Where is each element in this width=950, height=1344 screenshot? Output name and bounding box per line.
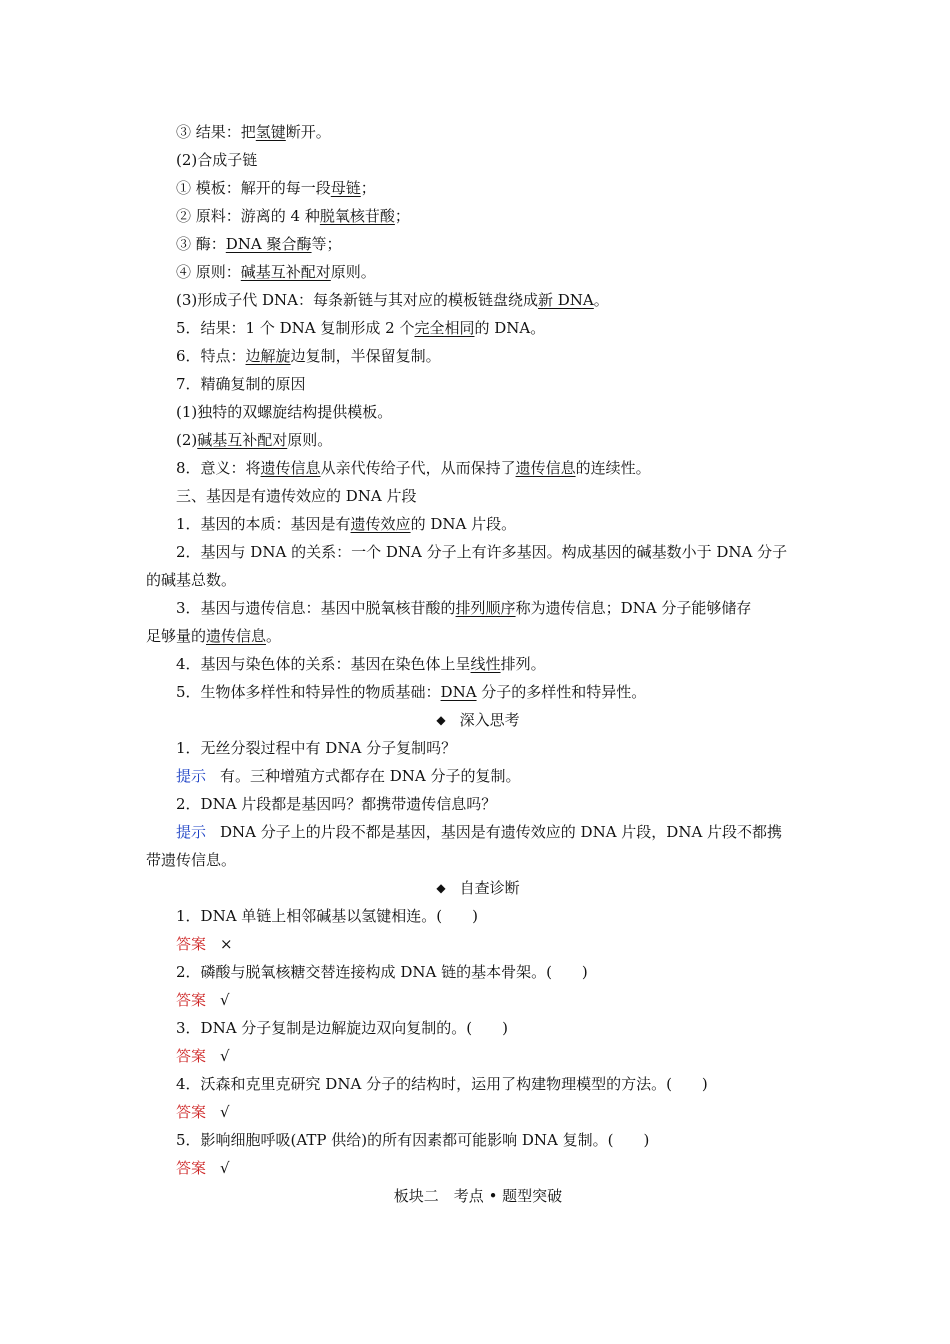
text-line: [176, 906, 810, 926]
underlined-key-term: 遗传效应: [350, 515, 411, 533]
text-span: √: [220, 1103, 230, 1121]
text-span: 称为遗传信息；DNA 分子能够储存: [515, 599, 752, 617]
text-span: 3．DNA 分子复制是边解旋边双向复制的。( ): [176, 1019, 509, 1037]
text-line: [176, 178, 810, 198]
text-span: 原则。: [330, 263, 376, 281]
text-span: 的 DNA。: [474, 319, 546, 337]
text-span: ；: [394, 207, 410, 225]
text-span: ③ 结果：把: [176, 123, 256, 141]
text-span: √: [220, 991, 230, 1009]
underlined-key-term: 线性: [470, 655, 501, 673]
underlined-key-term: DNA: [440, 683, 477, 701]
text-line: [176, 206, 810, 226]
underlined-key-term: 完全相同: [414, 319, 475, 337]
text-line: [176, 122, 810, 142]
text-span: (1)独特的双螺旋结构提供模板。: [176, 403, 393, 421]
underlined-key-term: DNA 聚合酶: [225, 235, 312, 253]
underlined-key-term: 碱基互补配对: [240, 263, 331, 281]
text-span: 6．特点：: [176, 347, 246, 365]
text-span: 8．意义：将: [176, 459, 261, 477]
text-span: 5．影响细胞呼吸(ATP 供给)的所有因素都可能影响 DNA 复制。( ): [176, 1131, 650, 1149]
text-span: 的 DNA 片段。: [410, 515, 517, 533]
text-span: 5．结果：1 个 DNA 复制形成 2 个: [176, 319, 415, 337]
section-heading: [146, 878, 810, 898]
text-line: [176, 1074, 810, 1094]
text-span: ① 模板：解开的每一段: [176, 179, 331, 197]
text-span: 等；: [311, 235, 342, 253]
text-line: [146, 570, 810, 590]
underlined-key-term: 脱氧核苷酸: [319, 207, 395, 225]
underlined-key-term: 碱基互补配对: [197, 431, 288, 449]
text-line: [176, 290, 810, 310]
heading-text: 自查诊断: [459, 879, 520, 897]
text-span: 原则。: [287, 431, 333, 449]
text-span: 带遗传信息。: [146, 851, 237, 869]
text-span: (2)合成子链: [176, 151, 258, 169]
underlined-key-term: 遗传信息: [515, 459, 576, 477]
text-span: 断开。: [285, 123, 331, 141]
text-span: (3)形成子代 DNA：每条新链与其对应的模板链盘绕成: [176, 291, 539, 309]
answer-label: 答案: [176, 1103, 207, 1121]
text-line: [176, 990, 810, 1010]
underlined-key-term: 氢键: [255, 123, 286, 141]
answer-label: 答案: [176, 1047, 207, 1065]
text-span: 三、基因是有遗传效应的 DNA 片段: [176, 487, 417, 505]
text-line: [146, 850, 810, 870]
text-span: ×: [220, 935, 233, 953]
text-span: 1．DNA 单链上相邻碱基以氢键相连。( ): [176, 907, 479, 925]
text-line: [146, 626, 810, 646]
underlined-key-term: 母链: [330, 179, 361, 197]
text-span: (2): [176, 431, 198, 449]
hint-label: 提示: [176, 823, 207, 841]
text-span: 分子的多样性和特异性。: [476, 683, 647, 701]
text-line: [176, 1046, 810, 1066]
text-line: [176, 962, 810, 982]
underlined-key-term: 排列顺序: [455, 599, 516, 617]
text-span: √: [220, 1159, 230, 1177]
section-heading: [146, 710, 810, 730]
text-span: 2．磷酸与脱氧核糖交替连接构成 DNA 链的基本骨架。( ): [176, 963, 588, 981]
text-line: [176, 766, 810, 786]
text-line: [176, 598, 810, 618]
text-span: ④ 原则：: [176, 263, 241, 281]
text-span: ② 原料：游离的 4 种: [176, 207, 320, 225]
underlined-key-term: 遗传信息: [260, 459, 321, 477]
answer-label: 答案: [176, 1159, 207, 1177]
text-line: [176, 486, 810, 506]
text-line: [176, 346, 810, 366]
underlined-key-term: 边解旋: [245, 347, 291, 365]
text-line: [176, 794, 810, 814]
text-span: 。: [266, 627, 282, 645]
text-span: 7．精确复制的原因: [176, 375, 306, 393]
diamond-icon: ◆: [436, 881, 446, 895]
text-line: [176, 1018, 810, 1038]
text-line: [176, 542, 810, 562]
block-title: 板块二 考点 • 题型突破: [393, 1187, 563, 1205]
text-line: [176, 1102, 810, 1122]
text-line: [176, 402, 810, 422]
hint-label: 提示: [176, 767, 207, 785]
answer-label: 答案: [176, 935, 207, 953]
text-span: 边复制，半保留复制。: [290, 347, 441, 365]
text-line: [176, 682, 810, 702]
text-span: 4．沃森和克里克研究 DNA 分子的结构时，运用了构建物理模型的方法。( ): [176, 1075, 708, 1093]
text-span: 3．基因与遗传信息：基因中脱氧核苷酸的: [176, 599, 456, 617]
text-span: DNA 分子上的片段不都是基因，基因是有遗传效应的 DNA 片段，DNA 片段不都携: [220, 823, 783, 841]
text-line: [176, 234, 810, 254]
text-span: 5．生物体多样性和特异性的物质基础：: [176, 683, 441, 701]
text-line: [176, 374, 810, 394]
answer-label: 答案: [176, 991, 207, 1009]
text-span: 。: [593, 291, 609, 309]
underlined-key-term: 遗传信息: [206, 627, 267, 645]
text-line: [176, 738, 810, 758]
text-span: 足够量的: [146, 627, 207, 645]
diamond-icon: ◆: [436, 713, 446, 727]
text-span: 的连续性。: [575, 459, 651, 477]
text-line: [176, 934, 810, 954]
text-span: ；: [360, 179, 376, 197]
text-span: √: [220, 1047, 230, 1065]
text-span: 有。三种增殖方式都存在 DNA 分子的复制。: [220, 767, 521, 785]
text-line: [176, 430, 810, 450]
text-line: [176, 262, 810, 282]
text-span: 从亲代传给子代，从而保持了: [320, 459, 516, 477]
text-span: 的碱基总数。: [146, 571, 237, 589]
text-span: 1．基因的本质：基因是有: [176, 515, 351, 533]
underlined-key-term: 新 DNA: [538, 291, 594, 309]
text-line: [176, 1158, 810, 1178]
text-line: [176, 458, 810, 478]
text-line: [176, 822, 810, 842]
text-span: 排列。: [500, 655, 546, 673]
text-span: 1．无丝分裂过程中有 DNA 分子复制吗？: [176, 739, 457, 757]
text-span: 4．基因与染色体的关系：基因在染色体上呈: [176, 655, 471, 673]
text-span: ③ 酶：: [176, 235, 226, 253]
text-line: [176, 654, 810, 674]
text-line: [176, 514, 810, 534]
heading-text: 深入思考: [459, 711, 520, 729]
text-span: 2．DNA 片段都是基因吗？都携带遗传信息吗？: [176, 795, 497, 813]
text-line: [176, 318, 810, 338]
text-line: [176, 150, 810, 170]
text-line: [176, 1130, 810, 1150]
text-span: 2．基因与 DNA 的关系：一个 DNA 分子上有许多基因。构成基因的碱基数小于 DNA 分子: [176, 543, 788, 561]
